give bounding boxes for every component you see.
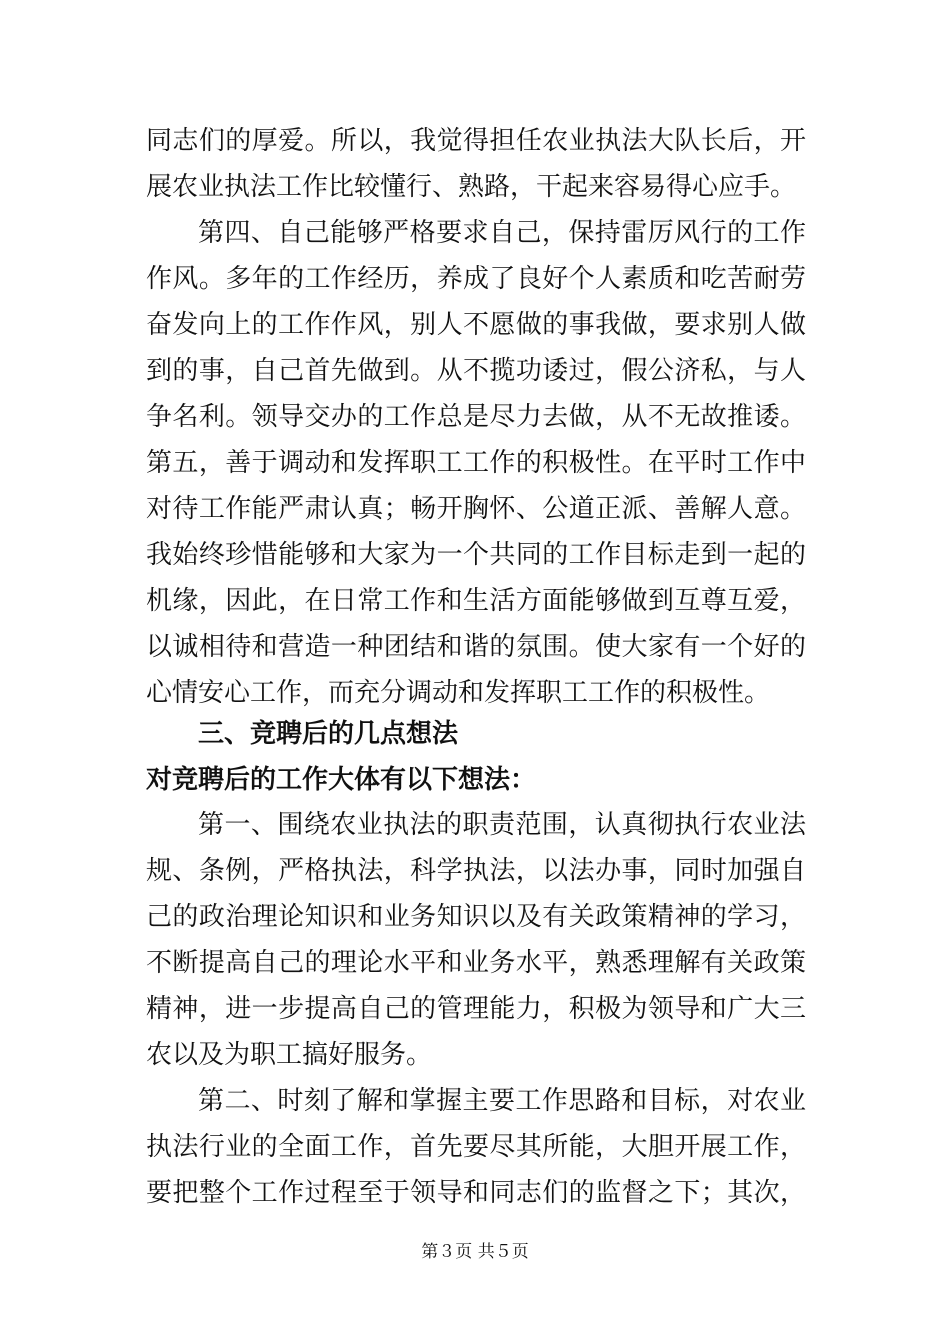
body-line: 我始终珍惜能够和大家为一个共同的工作目标走到一起的 bbox=[146, 540, 806, 570]
body-line: 第五，善于调动和发挥职工工作的积极性。在平时工作中 bbox=[146, 448, 806, 478]
body-line: 对待工作能严肃认真；畅开胸怀、公道正派、善解人意。 bbox=[146, 494, 806, 524]
body-line: 第二、时刻了解和掌握主要工作思路和目标，对农业 bbox=[198, 1086, 806, 1116]
page-number-footer: 第３页 共５页 bbox=[421, 1242, 529, 1262]
body-line: 展农业执法工作比较懂行、熟路，干起来容易得心应手。 bbox=[146, 172, 797, 202]
body-line: 作风。多年的工作经历，养成了良好个人素质和吃苦耐劳 bbox=[146, 264, 806, 294]
body-line: 心情安心工作，而充分调动和发挥职工工作的积极性。 bbox=[146, 678, 771, 708]
body-line: 第一、围绕农业执法的职责范围，认真彻执行农业法 bbox=[198, 810, 806, 840]
body-line: 执法行业的全面工作，首先要尽其所能，大胆开展工作， bbox=[146, 1132, 806, 1162]
body-line: 农以及为职工搞好服务。 bbox=[146, 1040, 433, 1070]
section-heading: 三、竞聘后的几点想法 bbox=[198, 719, 459, 749]
body-line: 以诚相待和营造一种团结和谐的氛围。使大家有一个好的 bbox=[146, 632, 806, 662]
body-line: 规、条例，严格执法，科学执法，以法办事，同时加强自 bbox=[146, 856, 806, 886]
body-line: 第四、自己能够严格要求自己，保持雷厉风行的工作 bbox=[198, 218, 806, 248]
body-line: 要把整个工作过程至于领导和同志们的监督之下；其次， bbox=[146, 1178, 806, 1208]
body-line: 精神，进一步提高自己的管理能力，积极为领导和广大三 bbox=[146, 994, 806, 1024]
body-line: 到的事，自己首先做到。从不揽功诿过，假公济私，与人 bbox=[146, 356, 806, 386]
body-line: 争名利。领导交办的工作总是尽力去做，从不无故推诿。 bbox=[146, 402, 806, 432]
section-intro: 对竞聘后的工作大体有以下想法： bbox=[146, 765, 537, 795]
body-line: 机缘，因此，在日常工作和生活方面能够做到互尊互爱， bbox=[146, 586, 806, 616]
body-line: 不断提高自己的理论水平和业务水平，熟悉理解有关政策 bbox=[146, 948, 806, 978]
body-line: 同志们的厚爱。所以，我觉得担任农业执法大队长后，开 bbox=[146, 126, 806, 156]
body-line: 己的政治理论知识和业务知识以及有关政策精神的学习， bbox=[146, 902, 806, 932]
body-line: 奋发向上的工作作风，别人不愿做的事我做，要求别人做 bbox=[146, 310, 806, 340]
